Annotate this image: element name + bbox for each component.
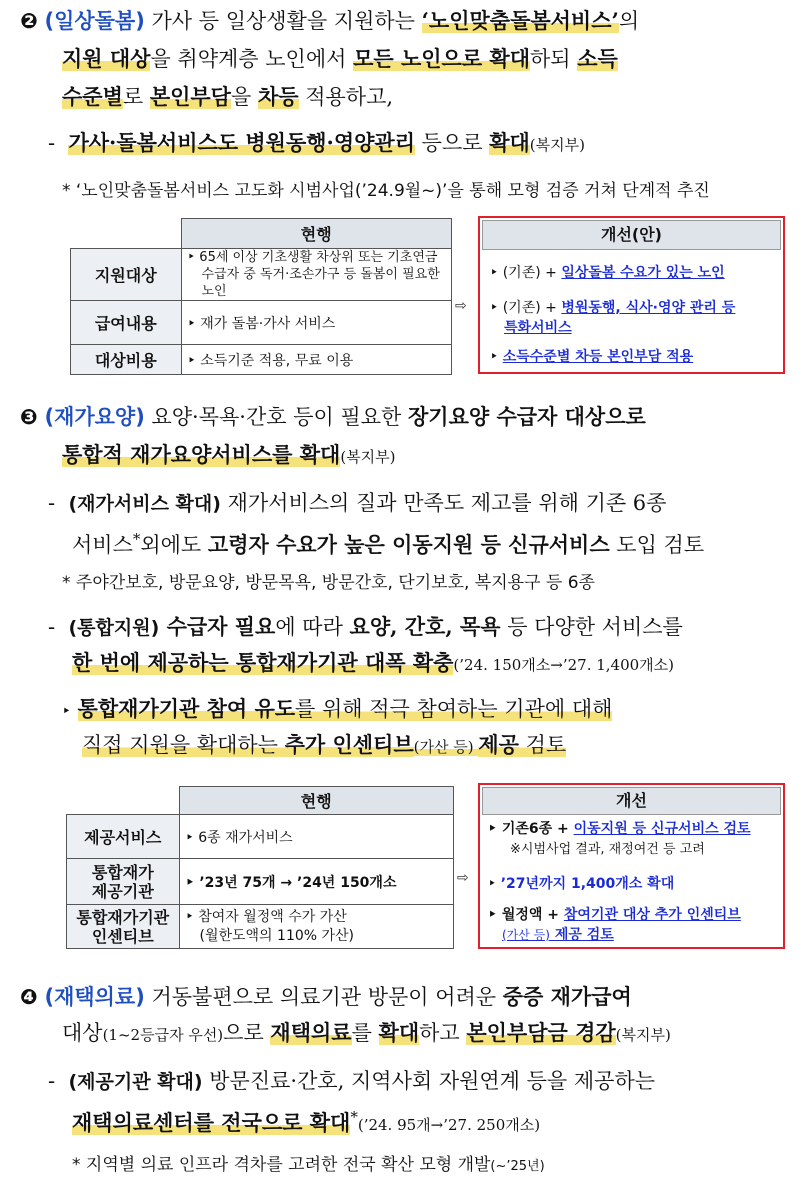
s2-line2: 지원 대상을 취약계층 노인에서 모든 노인으로 확대하되 소득 (62, 46, 618, 71)
s4-line2: 대상(1~2등급자 우선)으로 재택의료를 확대하고 본인부담금 경감(복지부) (62, 1020, 671, 1045)
s2-line3: 수준별로 본인부담을 차등 적용하고, (62, 84, 394, 109)
table1-row-label: 급여내용 (71, 301, 182, 345)
s2-note: * ‘노인맞춤돌봄서비스 고도화 시범사업(’24.9월~)’을 통해 모형 검증 거쳐 단계적 추진 (62, 181, 710, 201)
table1-row-label: 지원대상 (71, 249, 182, 301)
table1-current-header: 현행 (181, 219, 452, 249)
s3-line2: 통합적 재가요양서비스를 확대(복지부) (62, 442, 396, 467)
s3-bullet2: - (통합지원) 수급자 필요에 따라 요양, 간호, 목욕 등 다양한 서비스를 (48, 614, 683, 639)
s4-note: * 지역별 의료 인프라 격차를 고려한 전국 확산 모형 개발(~’25년) (72, 1155, 545, 1175)
table2-improve: 개선 ‣ 기존6종 + 이동지원 등 신규서비스 검토 ※시범사업 결과, 재정여건 등 고려 ‣ ’27년까지 1,400개소 확대 ‣ 월정액 + 참여기관 대상 추가 인센티브 (가산 등) 제공 검토 (478, 783, 785, 949)
s3-bullet3: ‣ 통합재가기관 참여 유도를 위해 적극 참여하는 기관에 대해 (62, 696, 613, 721)
table2-row-label: 제공서비스 (67, 815, 180, 859)
s4-bullet1-cont: 재택의료센터를 전국으로 확대*(’24. 95개→’27. 250개소) (72, 1108, 541, 1135)
s2-tag: (일상돌봄) (44, 9, 145, 33)
table2-improve-header: 개선 (482, 787, 781, 815)
s3-bullet1-cont: 서비스*외에도 고령자 수요가 높은 이동지원 등 신규서비스 도입 검토 (72, 530, 705, 557)
s4-line1: ❹ (재택의료) 거동불편으로 의료기관 방문이 어려운 중증 재가급여 (20, 984, 632, 1009)
table1-arrow-icon: ⇨ (455, 298, 467, 314)
table1-improve-header: 개선(안) (482, 220, 781, 250)
table1-current: 현행 지원대상 ‣ 65세 이상 기초생활 차상위 또는 기초연금 수급자 중 독거·조손가구 등 돌봄이 필요한 노인 급여내용 ‣ 재가 돌봄·가사 서비스 대상비용 ‣ 소득기준 적용, 무료 이용 (70, 218, 452, 375)
s4-tag: (재택의료) (44, 985, 145, 1009)
s3-bullet1: - (재가서비스 확대) 재가서비스의 질과 만족도 제고를 위해 기존 6종 (48, 491, 667, 515)
s2-line1: ❷ (일상돌봄) 가사 등 일상생활을 지원하는 ‘노인맞춤돌봄서비스’의 (20, 8, 640, 33)
s2-bullet1: - 가사·돌봄서비스도 병원동행·영양관리 등으로 확대(복지부) (48, 130, 585, 155)
table2-current-header: 현행 (179, 787, 454, 815)
s3-number: ❸ (20, 405, 38, 429)
s2-number: ❷ (20, 9, 38, 33)
s3-bullet3-cont: 직접 지원을 확대하는 추가 인센티브(가산 등) 제공 검토 (82, 732, 567, 757)
table1-row-label: 대상비용 (71, 345, 182, 375)
table1-improve: 개선(안) ‣ (기존) + 일상돌봄 수요가 있는 노인 ‣ (기존) + 병원동행, 식사·영양 관리 등 특화서비스 ‣ 소득수준별 차등 본인부담 적용 (478, 216, 785, 374)
s3-note: * 주야간보호, 방문요양, 방문목욕, 방문간호, 단기보호, 복지용구 등 6종 (62, 573, 595, 593)
s3-bullet2-cont: 한 번에 제공하는 통합재가기관 대폭 확충(’24. 150개소→’27. 1,400개소) (72, 650, 675, 675)
table2-arrow-icon: ⇨ (457, 870, 469, 886)
s4-bullet1: - (제공기관 확대) 방문진료·간호, 지역사회 자원연계 등을 제공하는 (48, 1069, 656, 1093)
table2-current: 현행 제공서비스 ‣ 6종 재가서비스 통합재가 제공기관 ‣ ’23년 75개 → ’24년 150개소 통합재가기관 인센티브 ‣ 참여자 월정액 수가 가산 (월한도액의 110% 가산) (66, 786, 454, 949)
s3-tag: (재가요양) (44, 405, 145, 429)
table2-row-label: 통합재가기관 인센티브 (67, 905, 180, 949)
table2-row-label: 통합재가 제공기관 (67, 859, 180, 905)
s4-number: ❹ (20, 985, 38, 1009)
s3-line1: ❸ (재가요양) 요양·목욕·간호 등이 필요한 장기요양 수급자 대상으로 (20, 404, 646, 429)
